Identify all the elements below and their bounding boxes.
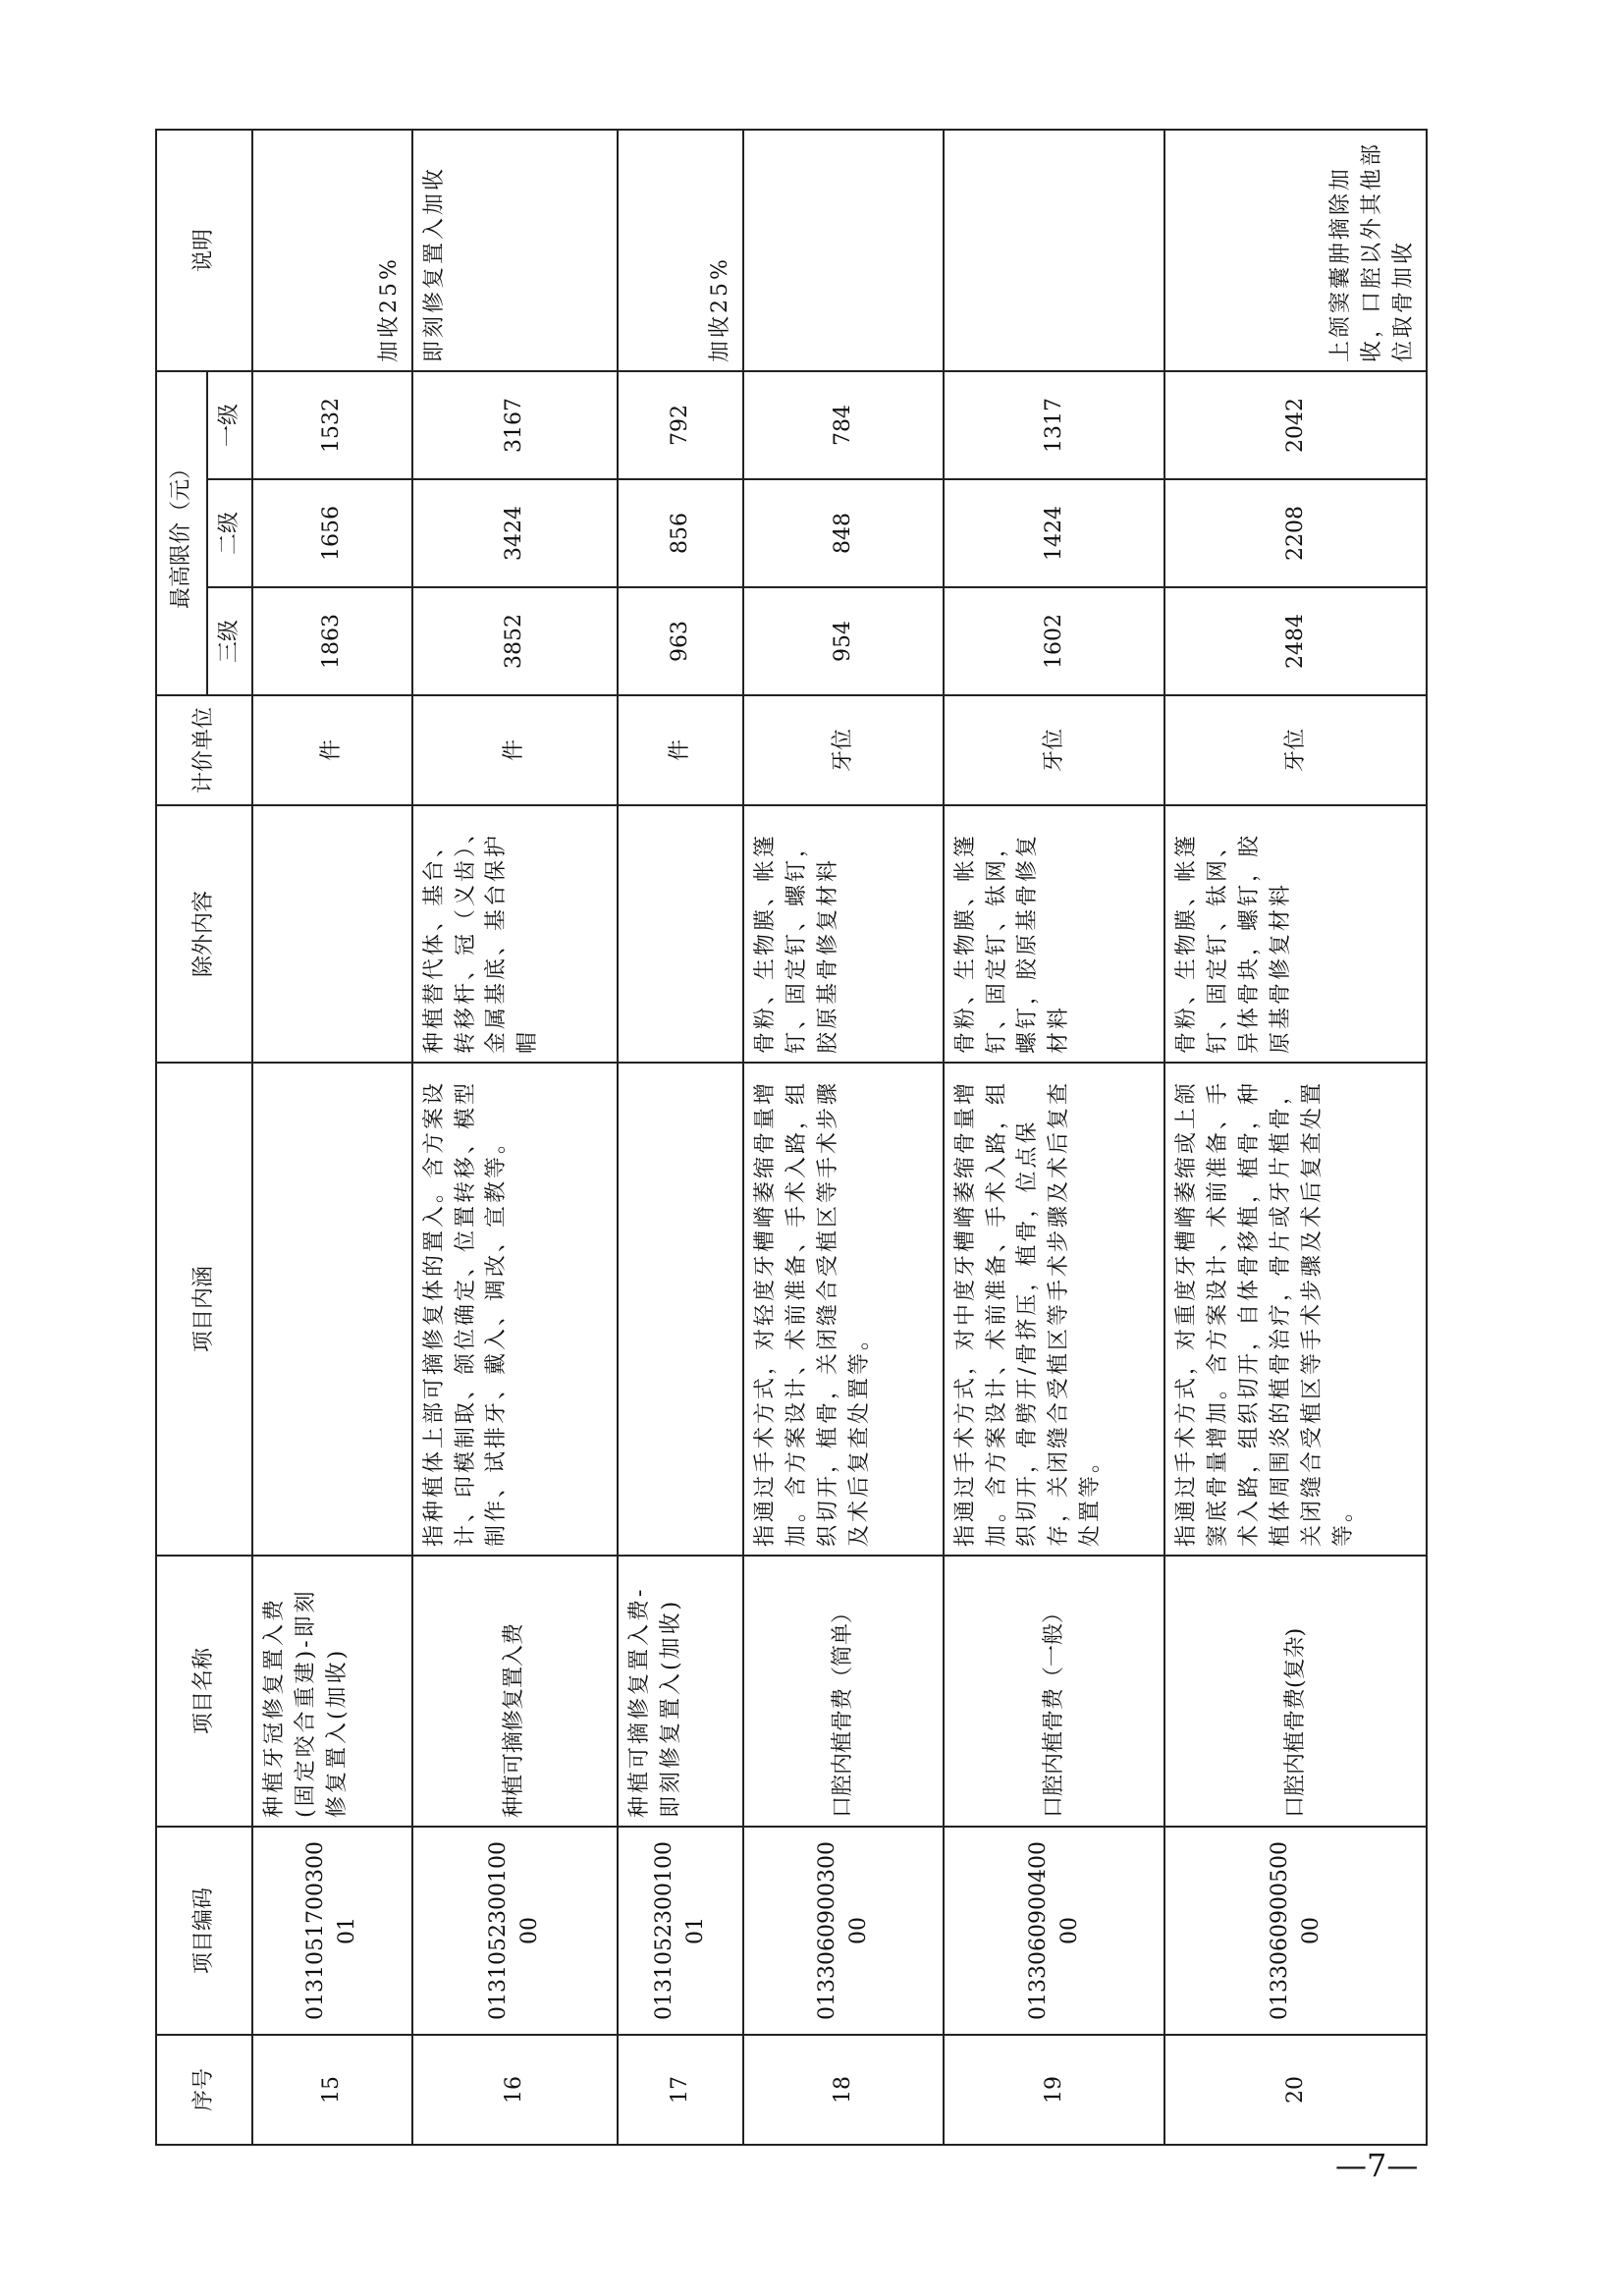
header-note: 说明 [156, 130, 252, 371]
cell-name: 口腔内植骨费（简单） [743, 1556, 943, 1827]
cell-note: 加收25% [252, 130, 412, 371]
header-unit: 计价单位 [156, 695, 252, 805]
cell-name: 种植可摘修复置入费 [412, 1556, 619, 1827]
cell-code: 013105230010000 [412, 1827, 619, 2035]
cell-unit: 件 [412, 695, 619, 805]
cell-level1: 1532 [252, 371, 412, 479]
table-row [1164, 130, 1427, 2145]
cell-note: 加收25% [618, 130, 743, 371]
cell-note [743, 130, 943, 371]
cell-exclusions: 种植替代体、基台、转移杆、冠（义齿）、金属基底、基台保护帽 [412, 805, 619, 1063]
cell-level3: 1863 [252, 587, 412, 695]
cell-connotation: 指种植体上部可摘修复体的置入。含方案设计、印模制取、颌位确定、位置转移、模型制作、试排牙、戴入、调改、宣教等。 [412, 1063, 619, 1556]
header-seq: 序号 [156, 2035, 252, 2145]
cell-code: 013105230010001 [618, 1827, 743, 2035]
cell-level2: 2208 [1164, 479, 1427, 587]
cell-exclusions [618, 805, 743, 1063]
header-max-price: 最高限价（元） [156, 371, 207, 695]
cell-connotation: 指通过手术方式，对轻度牙槽嵴萎缩骨量增加。含方案设计、术前准备、手术入路，组织切开，植骨，关闭缝合受植区等手术步骤及术后复查处置等。 [743, 1063, 943, 1556]
cell-unit: 件 [618, 695, 743, 805]
cell-level2: 1424 [944, 479, 1165, 587]
cell-level2: 3424 [412, 479, 619, 587]
cell-note: 即刻修复置入加收 [412, 130, 619, 371]
cell-level1: 1317 [944, 371, 1165, 479]
cell-unit: 件 [252, 695, 412, 805]
header-level2: 二级 [207, 479, 252, 587]
cell-seq: 18 [743, 2035, 943, 2145]
cell-code: 013306090030000 [743, 1827, 943, 2035]
header-connotation: 项目内涵 [156, 1063, 252, 1556]
header-exclusions: 除外内容 [156, 805, 252, 1063]
cell-level1: 2042 [1164, 371, 1427, 479]
header-name: 项目名称 [156, 1556, 252, 1827]
cell-name: 口腔内植骨费（一般） [944, 1556, 1165, 1827]
cell-seq: 19 [944, 2035, 1165, 2145]
cell-seq: 20 [1164, 2035, 1427, 2145]
cell-exclusions: 骨粉、生物膜、帐篷钉、固定钉、螺钉，胶原基骨修复材料 [743, 805, 943, 1063]
cell-seq: 15 [252, 2035, 412, 2145]
cell-connotation: 指通过手术方式，对中度牙槽嵴萎缩骨量增加。含方案设计、术前准备、手术入路，组织切开，骨劈开/骨挤压，植骨，位点保存，关闭缝合受植区等手术步骤及术后复查处置等。 [944, 1063, 1165, 1556]
cell-level3: 3852 [412, 587, 619, 695]
cell-code: 013306090050000 [1164, 1827, 1427, 2035]
cell-note: 上颌窦囊肿摘除加收，口腔以外其他部位取骨加收 [1164, 130, 1427, 371]
cell-level2: 1656 [252, 479, 412, 587]
cell-code: 013306090040000 [944, 1827, 1165, 2035]
cell-level1: 792 [618, 371, 743, 479]
header-level1: 一级 [207, 371, 252, 479]
cell-level2: 848 [743, 479, 943, 587]
table-row [618, 130, 743, 2145]
cell-connotation [618, 1063, 743, 1556]
cell-level3: 1602 [944, 587, 1165, 695]
cell-level1: 3167 [412, 371, 619, 479]
table-row [944, 130, 1165, 2145]
cell-seq: 17 [618, 2035, 743, 2145]
cell-level3: 2484 [1164, 587, 1427, 695]
table-row [412, 130, 619, 2145]
cell-level1: 784 [743, 371, 943, 479]
cell-unit: 牙位 [944, 695, 1165, 805]
cell-seq: 16 [412, 2035, 619, 2145]
cell-name: 种植可摘修复置入费-即刻修复置入(加收) [618, 1556, 743, 1827]
page-number: —7— [1335, 2147, 1419, 2184]
cell-code: 013105170030001 [252, 1827, 412, 2035]
cell-connotation [252, 1063, 412, 1556]
table-row [743, 130, 943, 2145]
fee-table [155, 129, 1428, 2146]
cell-unit: 牙位 [743, 695, 943, 805]
cell-level3: 954 [743, 587, 943, 695]
cell-level3: 963 [618, 587, 743, 695]
cell-unit: 牙位 [1164, 695, 1427, 805]
cell-name: 种植牙冠修复置入费(固定咬合重建)-即刻修复置入(加收) [252, 1556, 412, 1827]
rotated-table-container [155, 131, 1428, 2146]
table-row [252, 130, 412, 2145]
cell-connotation: 指通过手术方式，对重度牙槽嵴萎缩或上颌窦底骨量增加。含方案设计、术前准备、手术入路，组织切开，自体骨移植，植骨，种植体周围炎的植骨治疗，骨片或牙片植骨，关闭缝合受植区等手术步骤及术后复查处置等。 [1164, 1063, 1427, 1556]
cell-exclusions: 骨粉、生物膜、帐篷钉、固定钉、钛网，螺钉，胶原基骨修复材料 [944, 805, 1165, 1063]
header-level3: 三级 [207, 587, 252, 695]
cell-name: 口腔内植骨费(复杂) [1164, 1556, 1427, 1827]
header-code: 项目编码 [156, 1827, 252, 2035]
cell-exclusions [252, 805, 412, 1063]
cell-note [944, 130, 1165, 371]
cell-exclusions: 骨粉、生物膜、帐篷钉、固定钉、钛网、异体骨块，螺钉，胶原基骨修复材料 [1164, 805, 1427, 1063]
cell-level2: 856 [618, 479, 743, 587]
